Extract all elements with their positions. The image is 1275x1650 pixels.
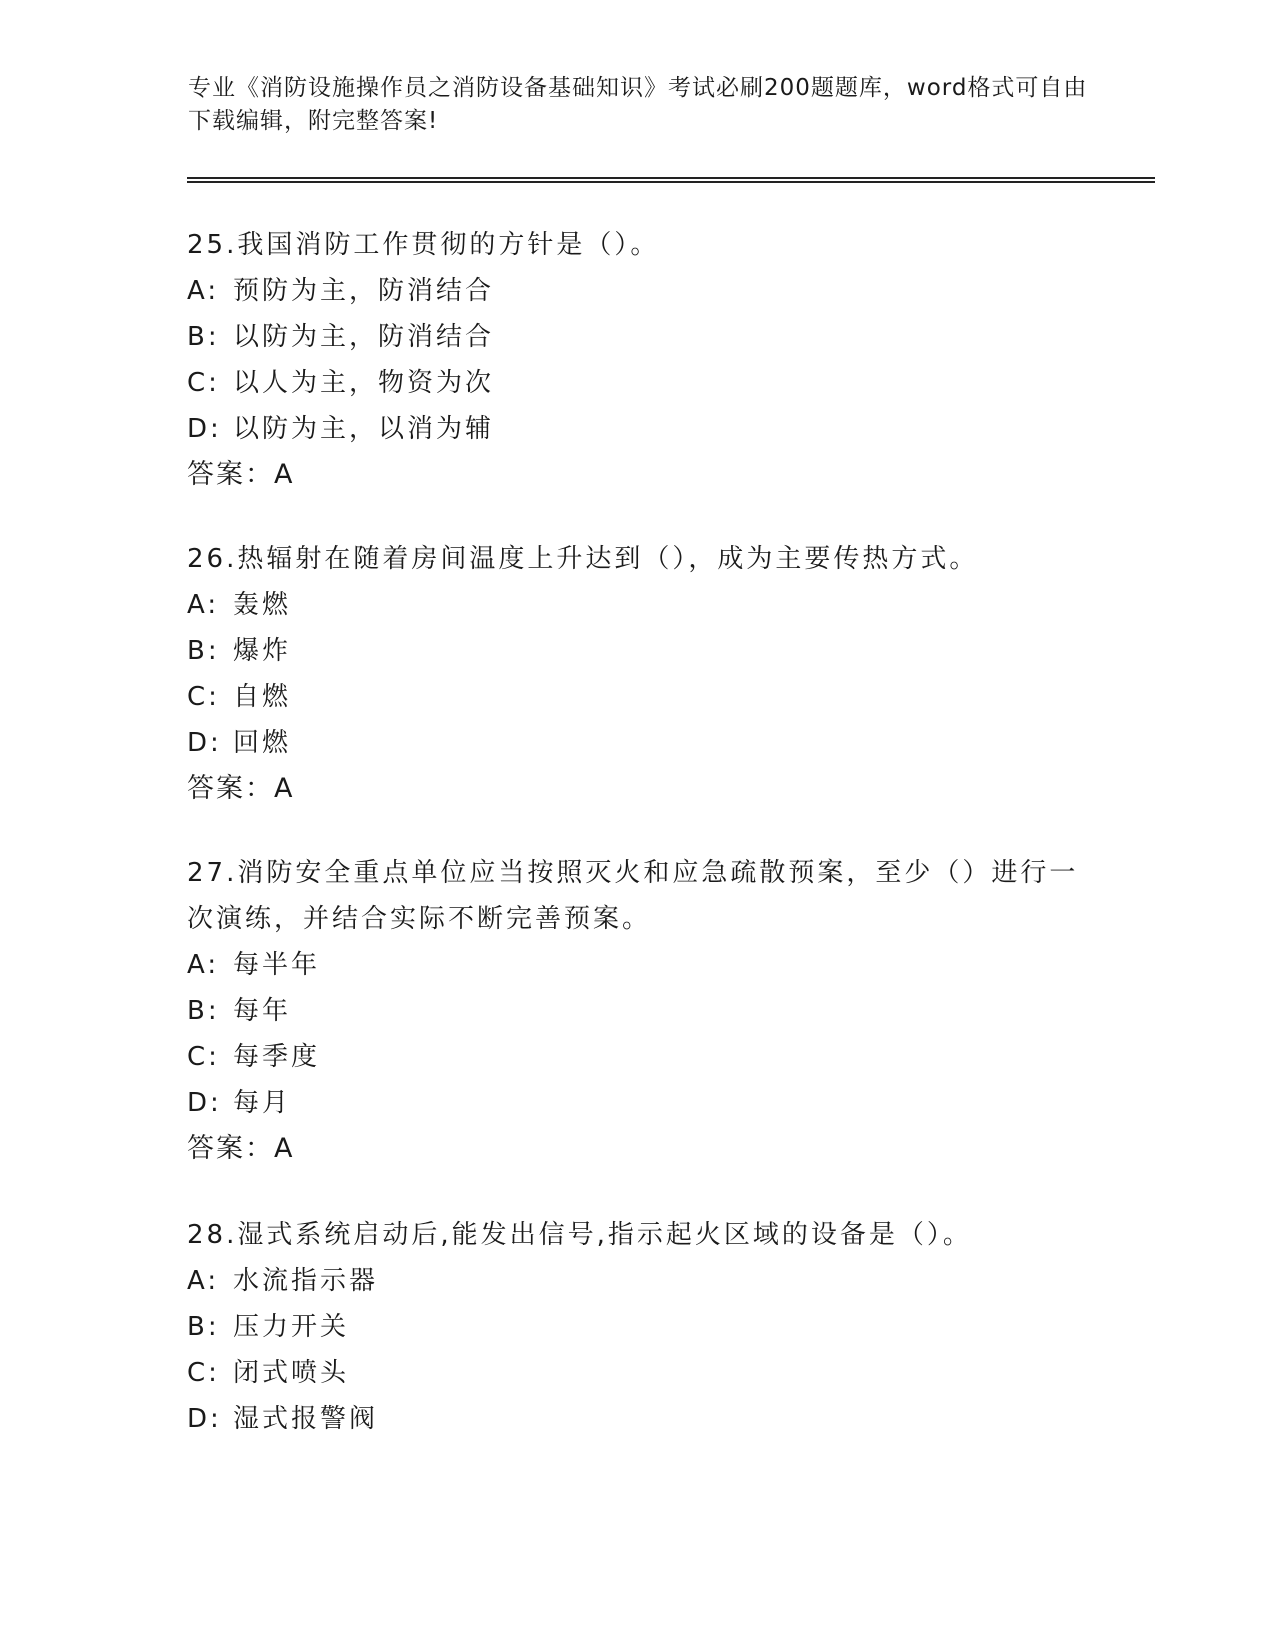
option-c bbox=[187, 1034, 1087, 1080]
option-text: 自燃 bbox=[233, 682, 292, 712]
option-text: 预防为主，防消结合 bbox=[233, 276, 495, 306]
question-stem: 26.热辐射在随着房间温度上升达到（），成为主要传热方式。 bbox=[187, 544, 979, 574]
question-stem: 27.消防安全重点单位应当按照灭火和应急疏散预案，至少（）进行一次演练，并结合实际不断完善预案。 bbox=[187, 858, 1079, 934]
option-key: B: bbox=[187, 1312, 220, 1342]
option-text: 水流指示器 bbox=[233, 1266, 379, 1296]
question-stem: 25.我国消防工作贯彻的方针是（）。 bbox=[187, 230, 660, 260]
option-c bbox=[187, 360, 1087, 406]
option-key: A: bbox=[187, 1266, 220, 1296]
option-text: 以防为主，防消结合 bbox=[233, 322, 495, 352]
document-header: 专业《消防设施操作员之消防设备基础知识》考试必刷200题题库，word格式可自由下载编辑，附完整答案! bbox=[188, 75, 1088, 134]
option-text: 压力开关 bbox=[233, 1312, 350, 1342]
header-divider-top bbox=[187, 177, 1155, 179]
option-d bbox=[187, 406, 1087, 452]
option-d bbox=[187, 720, 1087, 766]
option-key: D: bbox=[187, 1088, 222, 1118]
option-d bbox=[187, 1396, 1087, 1442]
option-text: 以人为主，物资为次 bbox=[233, 368, 495, 398]
option-key: D: bbox=[187, 728, 222, 758]
option-key: B: bbox=[187, 996, 220, 1026]
option-c bbox=[187, 674, 1087, 720]
option-text: 闭式喷头 bbox=[233, 1358, 350, 1388]
answer-line: 答案：A bbox=[187, 459, 295, 490]
question-26 bbox=[187, 536, 1087, 812]
option-b bbox=[187, 988, 1087, 1034]
option-key: D: bbox=[187, 1404, 222, 1434]
question-27 bbox=[187, 850, 1087, 1172]
option-key: B: bbox=[187, 322, 220, 352]
option-a bbox=[187, 1258, 1087, 1304]
option-key: A: bbox=[187, 950, 220, 980]
option-key: C: bbox=[187, 682, 220, 712]
option-text: 每月 bbox=[233, 1088, 292, 1118]
option-text: 以防为主，以消为辅 bbox=[233, 414, 495, 444]
option-key: A: bbox=[187, 276, 220, 306]
option-key: B: bbox=[187, 636, 220, 666]
option-text: 轰燃 bbox=[233, 590, 292, 620]
option-b bbox=[187, 628, 1087, 674]
option-key: C: bbox=[187, 1042, 220, 1072]
question-28 bbox=[187, 1212, 1087, 1442]
option-b bbox=[187, 314, 1087, 360]
header-divider-bottom bbox=[187, 181, 1155, 183]
option-text: 每季度 bbox=[233, 1042, 321, 1072]
option-text: 爆炸 bbox=[233, 636, 292, 666]
option-text: 每年 bbox=[233, 996, 292, 1026]
question-stem: 28.湿式系统启动后,能发出信号,指示起火区域的设备是（）。 bbox=[187, 1220, 972, 1250]
option-key: C: bbox=[187, 1358, 220, 1388]
question-25 bbox=[187, 222, 1087, 498]
option-c bbox=[187, 1350, 1087, 1396]
answer-line: 答案：A bbox=[187, 773, 295, 804]
option-text: 每半年 bbox=[233, 950, 321, 980]
option-key: C: bbox=[187, 368, 220, 398]
option-d bbox=[187, 1080, 1087, 1126]
option-a bbox=[187, 268, 1087, 314]
option-key: A: bbox=[187, 590, 220, 620]
option-b bbox=[187, 1304, 1087, 1350]
answer-line: 答案：A bbox=[187, 1133, 295, 1164]
option-text: 回燃 bbox=[233, 728, 292, 758]
option-text: 湿式报警阀 bbox=[233, 1404, 379, 1434]
option-key: D: bbox=[187, 414, 222, 444]
option-a bbox=[187, 942, 1087, 988]
option-a bbox=[187, 582, 1087, 628]
